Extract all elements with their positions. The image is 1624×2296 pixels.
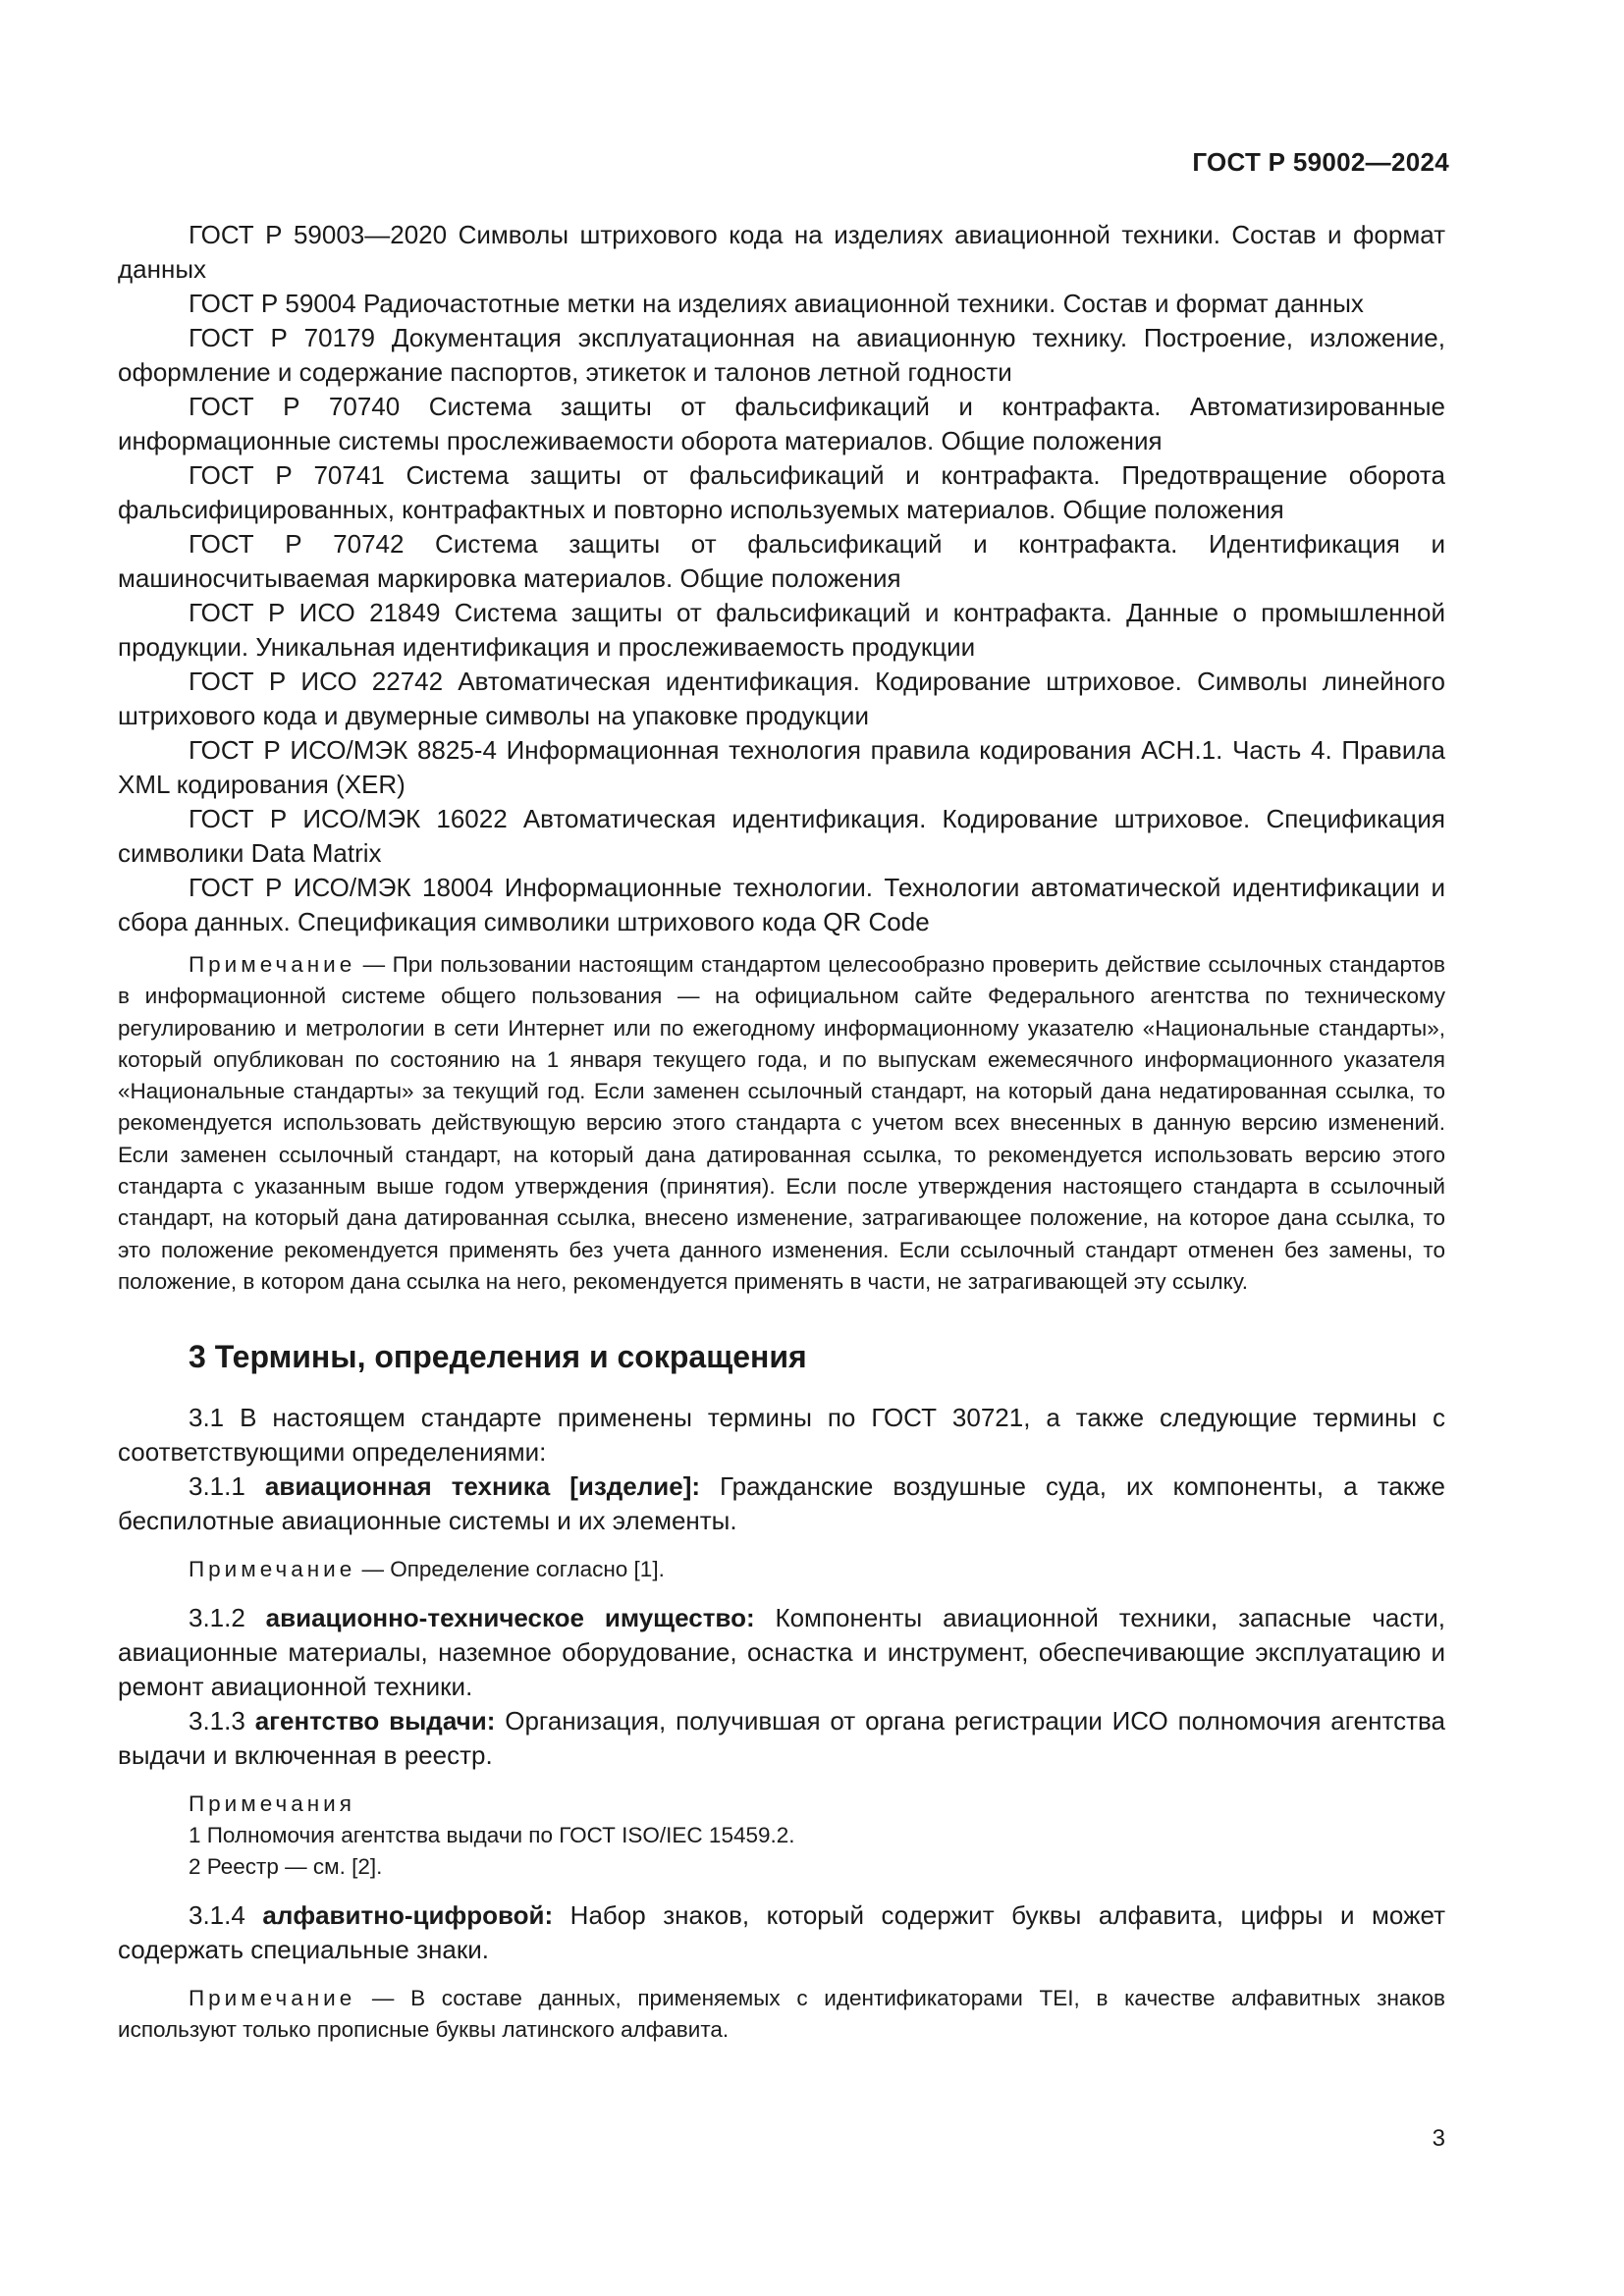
reference-item: ГОСТ Р 70740 Система защиты от фальсификаций и контрафакта. Автоматизированные информационные системы прослеживаемости оборота материалов. Общие положения: [118, 392, 1445, 455]
reference-item: ГОСТ Р 70179 Документация эксплуатационная на авиационную технику. Построение, изложение, оформление и содержание паспортов, этикеток и талонов летной годности: [118, 323, 1445, 387]
note-label: Примечание: [189, 1986, 356, 2011]
notes-label: Примечания: [189, 1791, 355, 1817]
reference-item: ГОСТ Р 70741 Система защиты от фальсификаций и контрафакта. Предотвращение оборота фальсифицированных, контрафактных и повторно используемых материалов. Общие положения: [118, 460, 1445, 524]
term-number: 3.1.2: [189, 1603, 266, 1633]
term-definition: Компоненты авиационной техники, запасные части, авиационные материалы, наземное оборудование, оснастка и инструмент, обеспечивающие эксплуатацию и ремонт авиационной техники.: [118, 1603, 1445, 1702]
reference-item: ГОСТ Р ИСО/МЭК 18004 Информационные технологии. Технологии автоматической идентификации и сбора данных. Спецификация символики штрихового кода QR Code: [118, 873, 1445, 936]
term-number: 3.1.4: [189, 1900, 263, 1931]
term-3-1-2: [118, 1601, 1445, 1704]
reference-item: ГОСТ Р ИСО/МЭК 16022 Автоматическая идентификация. Кодирование штриховое. Спецификация символики Data Matrix: [118, 804, 1445, 868]
reference-item: ГОСТ Р ИСО 21849 Система защиты от фальсификаций и контрафакта. Данные о промышленной продукции. Уникальная идентификация и прослеживаемость продукции: [118, 598, 1445, 662]
page-number: 3: [1432, 2125, 1445, 2152]
term-name: авиационная техника [изделие]:: [264, 1471, 701, 1502]
term-note: [118, 1554, 1445, 1585]
page-body: [118, 218, 1445, 2046]
term-definition: Набор знаков, который содержит буквы алфавита, цифры и может содержать специальные знаки.: [118, 1900, 1445, 1965]
term-name: авиационно-техническое имущество:: [265, 1603, 755, 1633]
reference-item: ГОСТ Р ИСО 22742 Автоматическая идентификация. Кодирование штриховое. Символы линейного штрихового кода и двумерные символы на упаковке продукции: [118, 667, 1445, 730]
reference-item: ГОСТ Р 59004 Радиочастотные метки на изделиях авиационной техники. Состав и формат данных: [189, 289, 1364, 318]
term-3-1-3: [118, 1704, 1445, 1773]
term-3-1-4: [118, 1898, 1445, 1967]
term-note: [118, 1983, 1445, 2046]
term-number: 3.1.3: [189, 1706, 255, 1736]
term-name: алфавитно-цифровой:: [262, 1900, 554, 1931]
note-text: — В составе данных, применяемых с идентификаторами TEI, в качестве алфавитных знаков используют только прописные буквы латинского алфавита.: [118, 1986, 1445, 2043]
term-number: 3.1.1: [189, 1471, 265, 1502]
term-definition: Гражданские воздушные суда, их компоненты, а также беспилотные авиационные системы и их элементы.: [118, 1471, 1445, 1536]
note-item: 2 Реестр — см. [2].: [189, 1854, 383, 1880]
note-label: Примечание: [189, 1557, 356, 1582]
section-heading: 3 Термины, определения и сокращения: [189, 1339, 807, 1375]
term-name: агентство выдачи:: [254, 1706, 496, 1736]
reference-item: ГОСТ Р 70742 Система защиты от фальсификаций и контрафакта. Идентификация и машиносчитываемая маркировка материалов. Общие положения: [118, 529, 1445, 593]
clause-3-1: 3.1 В настоящем стандарте применены термины по ГОСТ 30721, а также следующие термины с соответствующими определениями:: [118, 1403, 1445, 1468]
term-3-1-1: [118, 1469, 1445, 1538]
term-notes-block: [118, 1789, 1445, 1883]
term-definition: Организация, получившая от органа регистрации ИСО полномочия агентства выдачи и включенная в реестр.: [118, 1706, 1445, 1771]
note-label: Примечание: [189, 952, 356, 977]
reference-item: ГОСТ Р 59003—2020 Символы штрихового кода на изделиях авиационной техники. Состав и формат данных: [118, 220, 1445, 284]
reference-item: ГОСТ Р ИСО/МЭК 8825-4 Информационная технология правила кодирования АСН.1. Часть 4. Правила XML кодирования (XER): [118, 735, 1445, 799]
document-code-header: ГОСТ Р 59002—2024: [1192, 147, 1449, 177]
note-text: — При пользовании настоящим стандартом целесообразно проверить действие ссылочных стандартов в информационной системе общего пользования — на официальном сайте Федерального агентства по техническому регулированию и метрологии в сети Интернет или по ежегодному информационному указателю «Национальные стандарты», который опубликован по состоянию на 1 января текущего года, и по выпускам ежемесячного информационного указателя «Национальные стандарты» за текущий год. Если заменен ссылочный стандарт, на который дана недатированная ссылка, то рекомендуется использовать действующую версию этого стандарта с учетом всех внесенных в данную версию изменений. Если заменен ссылочный стандарт, на который дана датированная ссылка, то рекомендуется использовать версию этого стандарта с указанным выше годом утверждения (принятия). Если после утверждения настоящего стандарта в ссылочный стандарт, на который дана датированная ссылка, внесено изменение, затрагивающее положение, на которое дана ссылка, то это положение рекомендуется применять без учета данного изменения. Если ссылочный стандарт отменен без замены, то положение, в котором дана ссылка на него, рекомендуется применять в части, не затрагивающей эту ссылку.: [118, 952, 1445, 1294]
note-item: 1 Полномочия агентства выдачи по ГОСТ ISO/IEC 15459.2.: [189, 1823, 795, 1848]
note-text: — Определение согласно [1].: [355, 1557, 665, 1582]
references-note: [118, 949, 1445, 1298]
